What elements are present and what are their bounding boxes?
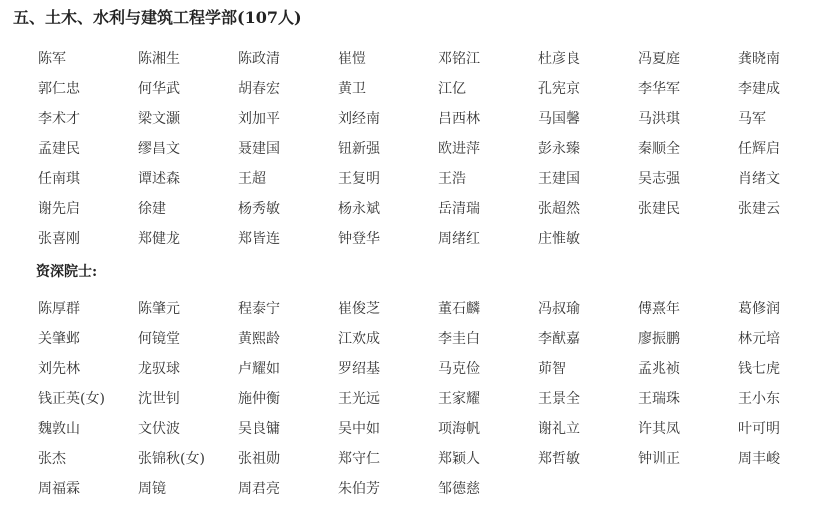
member-name: 陈军: [38, 51, 66, 67]
member-name: 任南琪: [38, 171, 80, 187]
member-name: 刘经南: [338, 111, 380, 127]
member-grid: [38, 44, 814, 254]
member-name: 张喜刚: [38, 231, 80, 247]
member-name: 黄熙龄: [238, 331, 280, 347]
member-name: 聂建国: [238, 141, 280, 157]
member-name: 周绪红: [438, 231, 480, 247]
member-name: 江亿: [438, 81, 466, 97]
member-name: 周镜: [138, 481, 166, 497]
member-name: 王超: [238, 171, 266, 187]
member-name: 魏敦山: [38, 421, 80, 437]
member-name: 杨秀敏: [238, 201, 280, 217]
member-name: 缪昌文: [138, 141, 180, 157]
member-name: 钱正英(女): [38, 391, 105, 407]
member-name: 崔俊芝: [338, 301, 380, 317]
member-name: 周福霖: [38, 481, 80, 497]
member-name: 任辉启: [738, 141, 780, 157]
member-name: 董石麟: [438, 301, 480, 317]
member-name: 周君亮: [238, 481, 280, 497]
member-name: 何华武: [138, 81, 180, 97]
member-name: 李华军: [638, 81, 680, 97]
member-name: 关肇邺: [38, 331, 80, 347]
member-name: 郑颖人: [438, 451, 480, 467]
member-name: 张建云: [738, 201, 780, 217]
member-name: 施仲衡: [238, 391, 280, 407]
member-name: 郑哲敏: [538, 451, 580, 467]
member-name: 孟建民: [38, 141, 80, 157]
member-name: 岳清瑞: [438, 201, 480, 217]
member-name: 王光远: [338, 391, 380, 407]
member-name: 卢耀如: [238, 361, 280, 377]
member-name: 张锦秋(女): [138, 451, 205, 467]
member-name: 吕西林: [438, 111, 480, 127]
member-name: 马军: [738, 111, 766, 127]
member-name: 马洪琪: [638, 111, 680, 127]
member-name: 胡春宏: [238, 81, 280, 97]
senior-members-heading: 资深院士:: [36, 264, 98, 280]
member-name: 罗绍基: [338, 361, 380, 377]
member-name: 马国馨: [538, 111, 580, 127]
member-name: 孔宪京: [538, 81, 580, 97]
member-name: 葛修润: [738, 301, 780, 317]
member-name: 冯夏庭: [638, 51, 680, 67]
member-name: 陈政清: [238, 51, 280, 67]
member-name: 刘加平: [238, 111, 280, 127]
member-name: 文伏波: [138, 421, 180, 437]
member-name: 吴中如: [338, 421, 380, 437]
senior-member-grid: [38, 294, 814, 504]
member-name: 谢礼立: [538, 421, 580, 437]
member-name: 项海帆: [438, 421, 480, 437]
member-name: 郑守仁: [338, 451, 380, 467]
member-name: 王家耀: [438, 391, 480, 407]
member-name: 王瑞珠: [638, 391, 680, 407]
member-name: 龙驭球: [138, 361, 180, 377]
member-name: 谭述森: [138, 171, 180, 187]
member-name: 陈厚群: [38, 301, 80, 317]
member-name: 钟训正: [638, 451, 680, 467]
member-name: 许其凤: [638, 421, 680, 437]
member-name: 王复明: [338, 171, 380, 187]
member-name: 秦顺全: [638, 141, 680, 157]
member-name: 陈肇元: [138, 301, 180, 317]
member-name: 龚晓南: [738, 51, 780, 67]
member-name: 庄惟敏: [538, 231, 580, 247]
member-name: 郑皆连: [238, 231, 280, 247]
member-name: 傅熹年: [638, 301, 680, 317]
section-title: 五、土木、水利与建筑工程学部(107人): [13, 8, 302, 27]
member-name: 陈湘生: [138, 51, 180, 67]
member-name: 梁文灏: [138, 111, 180, 127]
member-name: 廖振鹏: [638, 331, 680, 347]
member-name: 李建成: [738, 81, 780, 97]
member-name: 程泰宁: [238, 301, 280, 317]
member-name: 王建国: [538, 171, 580, 187]
member-name: 徐建: [138, 201, 166, 217]
member-name: 肖绪文: [738, 171, 780, 187]
member-name: 李猷嘉: [538, 331, 580, 347]
member-name: 彭永臻: [538, 141, 580, 157]
member-name: 杜彦良: [538, 51, 580, 67]
member-name: 冯叔瑜: [538, 301, 580, 317]
member-name: 邹德慈: [438, 481, 480, 497]
member-name: 王小东: [738, 391, 780, 407]
member-name: 邓铭江: [438, 51, 480, 67]
member-name: 刘先林: [38, 361, 80, 377]
member-name: 钟登华: [338, 231, 380, 247]
member-name: 何镜堂: [138, 331, 180, 347]
member-name: 孟兆祯: [638, 361, 680, 377]
member-name: 李圭白: [438, 331, 480, 347]
member-name: 周丰峻: [738, 451, 780, 467]
member-name: 张杰: [38, 451, 66, 467]
member-name: 钱七虎: [738, 361, 780, 377]
member-name: 张建民: [638, 201, 680, 217]
member-name: 黄卫: [338, 81, 366, 97]
member-name: 林元培: [738, 331, 780, 347]
member-name: 郭仁忠: [38, 81, 80, 97]
member-name: 茆智: [538, 361, 566, 377]
member-name: 钮新强: [338, 141, 380, 157]
member-name: 李术才: [38, 111, 80, 127]
member-name: 沈世钊: [138, 391, 180, 407]
member-name: 江欢成: [338, 331, 380, 347]
member-name: 王浩: [438, 171, 466, 187]
member-name: 崔愷: [338, 51, 366, 67]
member-name: 吴良镛: [238, 421, 280, 437]
member-name: 欧进萍: [438, 141, 480, 157]
member-name: 郑健龙: [138, 231, 180, 247]
member-name: 王景全: [538, 391, 580, 407]
member-name: 吴志强: [638, 171, 680, 187]
member-name: 叶可明: [738, 421, 780, 437]
member-name: 谢先启: [38, 201, 80, 217]
member-name: 张祖勋: [238, 451, 280, 467]
member-name: 杨永斌: [338, 201, 380, 217]
member-name: 马克俭: [438, 361, 480, 377]
member-name: 张超然: [538, 201, 580, 217]
member-name: 朱伯芳: [338, 481, 380, 497]
